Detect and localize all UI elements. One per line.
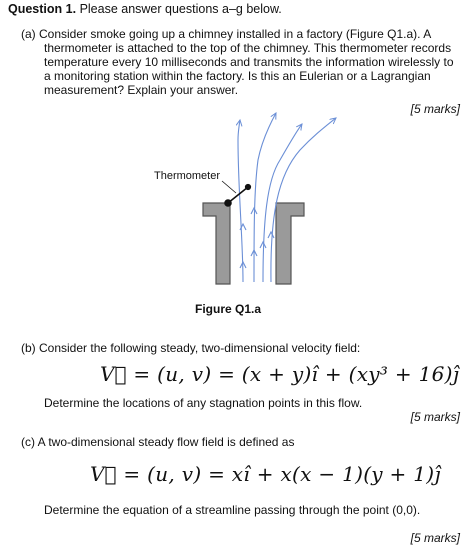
part-b-marks: [5 marks]	[410, 410, 460, 424]
part-b-equation: V⃗ = (u, v) = (x + y)î + (xy³ + 16)ĵ	[100, 362, 460, 386]
figure-caption: Figure Q1.a	[195, 302, 262, 316]
part-a-line-5: measurement? Explain your answer.	[44, 83, 239, 97]
part-b-intro: (b) Consider the following steady, two-dimensional velocity field:	[21, 341, 361, 355]
part-a-line-2: thermometer is attached to the top of the chimney. This thermometer records	[44, 41, 452, 55]
thermometer-leader	[222, 181, 236, 193]
part-c-intro: (c) A two-dimensional steady flow field is defined as	[21, 435, 295, 449]
chimney-left-wall	[203, 203, 230, 284]
part-c-equation: V⃗ = (u, v) = xî + x(x − 1)(y + 1)ĵ	[90, 462, 441, 486]
part-a-line-1: (a) Consider smoke going up a chimney installed in a factory (Figure Q1.a). A	[21, 27, 432, 41]
part-c-question: Determine the equation of a streamline passing through the point (0,0).	[44, 503, 421, 517]
question-number: Question 1.	[8, 2, 77, 16]
thermometer-label: Thermometer	[154, 170, 221, 182]
part-a-line-4: a monitoring station within the factory. Is this an Eulerian or a Lagrangian	[44, 69, 431, 83]
streamline-2	[254, 113, 276, 282]
part-a-line-3: temperature every 10 milliseconds and transmits the information wirelessly to	[44, 55, 454, 69]
part-c-marks: [5 marks]	[410, 531, 460, 545]
chimney-right-wall	[276, 203, 304, 284]
part-a-marks: [5 marks]	[410, 102, 460, 116]
question-intro: Please answer questions a–g below.	[79, 2, 282, 16]
streamline-1	[238, 120, 243, 282]
thermometer	[225, 185, 250, 206]
part-b-question: Determine the locations of any stagnation points in this flow.	[44, 396, 363, 410]
